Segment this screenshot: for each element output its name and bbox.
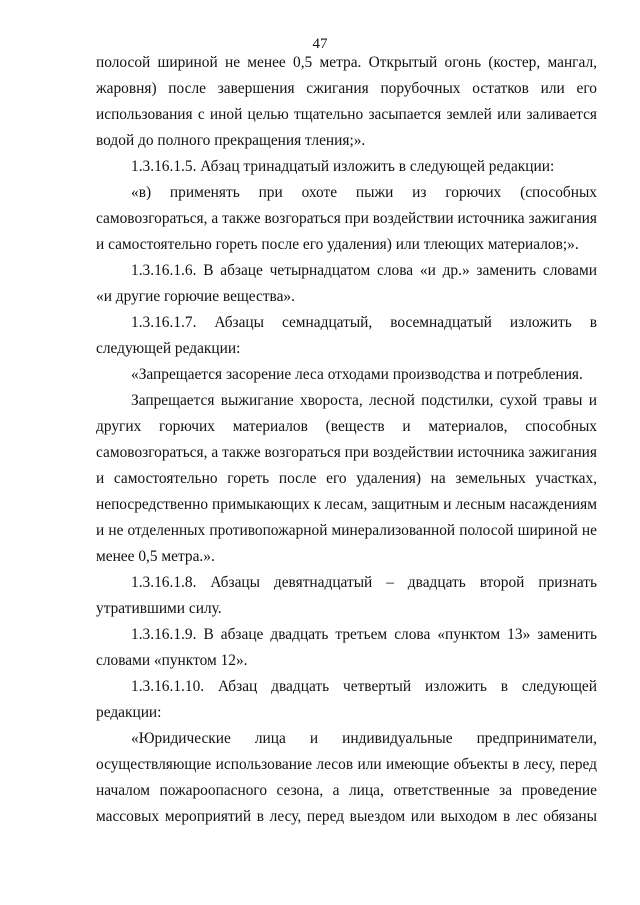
text-line: и самостоятельно гореть после его удаления) на земельных участках, <box>96 470 597 487</box>
paragraph-line: 1.3.16.1.8. Абзацы девятнадцатый – двадцать второй признать <box>131 574 597 591</box>
text-line: полосой шириной не менее 0,5 метра. Открытый огонь (костер, мангал, <box>96 54 597 71</box>
text-line: других горючих материалов (веществ и материалов, способных <box>96 418 597 435</box>
text-line: и не отделенных противопожарной минерализованной полосой шириной не <box>96 522 597 539</box>
text-line: водой до полного прекращения тления;». <box>96 132 366 149</box>
text-line: непосредственно примыкающих к лесам, защитным и лесным насаждениям <box>96 496 597 513</box>
text-line: осуществляющие использование лесов или имеющие объекты в лесу, перед <box>96 756 597 773</box>
text-line: массовых мероприятий в лесу, перед выездом или выходом в лес обязаны <box>96 808 597 825</box>
text-line: редакции: <box>96 704 162 721</box>
paragraph-line: 1.3.16.1.9. В абзаце двадцать третьем слова «пунктом 13» заменить <box>131 626 597 643</box>
paragraph-line: «Запрещается засорение леса отходами производства и потребления. <box>131 366 583 383</box>
paragraph-line: Запрещается выжигание хвороста, лесной подстилки, сухой травы и <box>131 392 597 409</box>
paragraph-line: 1.3.16.1.10. Абзац двадцать четвертый изложить в следующей <box>131 678 597 695</box>
paragraph-line: 1.3.16.1.5. Абзац тринадцатый изложить в следующей редакции: <box>131 158 555 175</box>
text-line: жаровня) после завершения сжигания порубочных остатков или его <box>96 80 597 97</box>
text-line: следующей редакции: <box>96 340 241 357</box>
text-line: менее 0,5 метра.». <box>96 548 215 565</box>
page-number: 47 <box>312 36 328 52</box>
text-line: «и другие горючие вещества». <box>96 288 295 305</box>
text-line: началом пожароопасного сезона, а лица, ответственные за проведение <box>96 782 597 799</box>
text-line: использования с иной целью тщательно засыпается землей или заливается <box>96 106 597 123</box>
paragraph-line: 1.3.16.1.7. Абзацы семнадцатый, восемнадцатый изложить в <box>131 314 597 331</box>
paragraph-line: «Юридические лица и индивидуальные предприниматели, <box>131 730 597 747</box>
paragraph-line: «в) применять при охоте пыжи из горючих (способных <box>131 184 597 201</box>
text-line: утратившими силу. <box>96 600 222 617</box>
paragraph-line: 1.3.16.1.6. В абзаце четырнадцатом слова «и др.» заменить словами <box>131 262 597 279</box>
text-line: самовозгораться, а также возгораться при воздействии источника зажигания <box>96 444 597 461</box>
text-line: самовозгораться, а также возгораться при воздействии источника зажигания <box>96 210 597 227</box>
text-line: словами «пунктом 12». <box>96 652 248 669</box>
text-line: и самостоятельно гореть после его удаления) или тлеющих материалов;». <box>96 236 579 253</box>
